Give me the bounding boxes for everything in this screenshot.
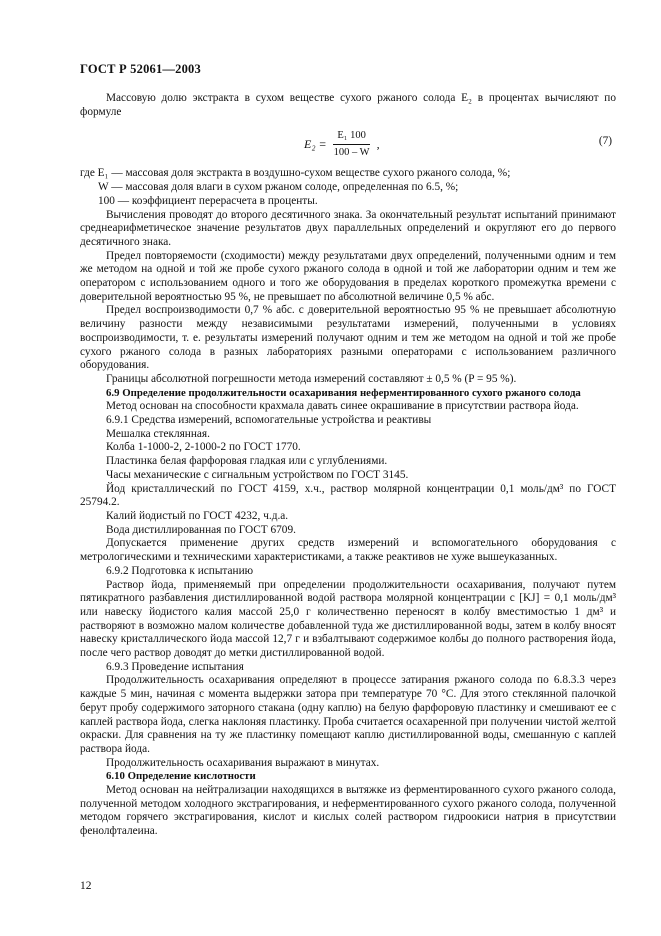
formula-lhs: E₂ =	[304, 136, 327, 151]
where-line-3: 100 — коэффициент перерасчета в проценты.	[98, 194, 318, 207]
section-6-9-text: Метод основан на способности крахмала давать синее окрашивание в присутствии раствора йода.	[106, 400, 579, 413]
subsection-6-9-3: 6.9.3 Проведение испытания	[106, 660, 244, 673]
intro-paragraph: Массовую долю экстракта в сухом веществе сухого ржаного солода E₂ в процентах вычисляют по формуле	[80, 92, 616, 118]
preparation-paragraph: Раствор йода, применяемый при определении продолжительности осахаривания, получают путем пятикратного разбавления дистиллированной водой раствора молярной концентрации c [KJ] = 0,1 моль/дм³ или навеску йодистого калия массой 25,0 г количественно переносят в колбу вместимостью 1 дм³ и растворяют в возможно малом количестве добавленной туда же дистиллированной воды, затем в колбу вносят навеску кристаллического йода массой 12,7 г и взбалтывают содержимое колбы до полного растворения йода, после чего раствор доводят до метки дистиллированной водой.	[80, 578, 616, 660]
formula-7	[80, 121, 616, 165]
document-body	[80, 92, 616, 839]
section-6-9-title: 6.9 Определение продолжительности осахаривания неферментированного сухого ржаного солода	[106, 386, 581, 399]
formula-denominator: 100 – W	[333, 147, 370, 159]
formula-expression	[304, 129, 380, 159]
formula-tail: ,	[376, 136, 380, 151]
list-item: Пластинка белая фарфоровая гладкая или с углублениями.	[106, 455, 388, 468]
subsection-6-9-1: 6.9.1 Средства измерений, вспомогательные устройства и реактивы	[106, 414, 432, 427]
where-line-1: где E₁ — массовая доля экстракта в воздушно-сухом веществе сухого ржаного солода, %;	[80, 167, 511, 180]
paragraph-error-bounds: Границы абсолютной погрешности метода измерений составляют ± 0,5 % (P = 95 %).	[106, 372, 517, 385]
list-item: Часы механические с сигнальным устройством по ГОСТ 3145.	[106, 468, 409, 481]
paragraph-calculations: Вычисления проводят до второго десятичного знака. За окончательный результат испытаний принимают среднеарифметическое значение результатов двух параллельных определений и округляют его до первого десятичного знака.	[80, 208, 616, 248]
minutes-paragraph: Продолжительность осахаривания выражают в минутах.	[106, 756, 380, 769]
subsection-6-9-2: 6.9.2 Подготовка к испытанию	[106, 564, 254, 577]
formula-numerator: E₁ 100	[333, 129, 369, 145]
formula-fraction	[330, 129, 374, 159]
list-item: Йод кристаллический по ГОСТ 4159, х.ч., раствор молярной концентрации 0,1 моль/дм³ по ГОСТ 25794.2.	[80, 482, 616, 509]
formula-number: (7)	[598, 135, 612, 148]
paragraph-reproducibility: Предел воспроизводимости 0,7 % абс. с доверительной вероятностью 95 % не превышает абсолютную величину разности между независимыми результатами измерений, полученными в условиях воспроизводимости, т. е. результаты измерений получают одним и тем же методом на одной и той же пробе сухого ржаного солода в разных лабораториях разными операторами с использованием различного оборудования.	[80, 304, 616, 372]
page-number: 12	[80, 880, 92, 892]
section-6-10-text: Метод основан на нейтрализации находящихся в вытяжке из ферментированного сухого ржаного солода, полученной методом холодного экстрагирования, и неферментированного сухого ржаного солода, полученной методом горячего экстрагирования, кислот и кислых солей раствором гидроокиси натрия в присутствии фенолфталеина.	[80, 784, 616, 838]
document-header: ГОСТ Р 52061—2003	[80, 62, 201, 76]
list-item: Калий йодистый по ГОСТ 4232, ч.д.а.	[106, 509, 289, 522]
list-item: Вода дистиллированная по ГОСТ 6709.	[106, 523, 296, 536]
list-item: Колба 1-1000-2, 2-1000-2 по ГОСТ 1770.	[106, 441, 301, 454]
where-line-2: W — массовая доля влаги в сухом ржаном солоде, определенная по 6.5, %;	[98, 181, 459, 194]
procedure-paragraph: Продолжительность осахаривания определяют в процессе затирания ржаного солода по 6.8.3.3 через каждые 5 мин, начиная с момента выдержки затора при температуре 70 °С. Для этого стеклянной палочкой берут пробу содержимого заторного стакана (одну каплю) на белую фарфоровую пластинку и смешивают ее с каплей раствора йода, слегка наклоняя пластинку. Проба считается осахаренной при получении чистой желтой окраски. Для сравнения на ту же пластинку помещают каплю дистиллированной воды, смешанную с каплей раствора йода.	[80, 674, 616, 755]
paragraph-repeatability: Предел повторяемости (сходимости) между результатами двух определений, полученными одним и тем же методом на одной и той же пробе сухого ржаного солода в одной и той же лаборатории одним и тем же оператором с использованием одного и того же оборудования в пределах короткого промежутка времени с доверительной вероятностью 95 %, не превышает по абсолютной величине 0,5 % абс.	[80, 249, 616, 303]
allowance-paragraph: Допускается применение других средств измерений и вспомогательного оборудования с метрологическими и техническими характеристиками, а также реактивов не хуже вышеуказанных.	[80, 537, 616, 564]
section-6-10-title: 6.10 Определение кислотности	[106, 770, 256, 783]
list-item: Мешалка стеклянная.	[106, 427, 210, 440]
